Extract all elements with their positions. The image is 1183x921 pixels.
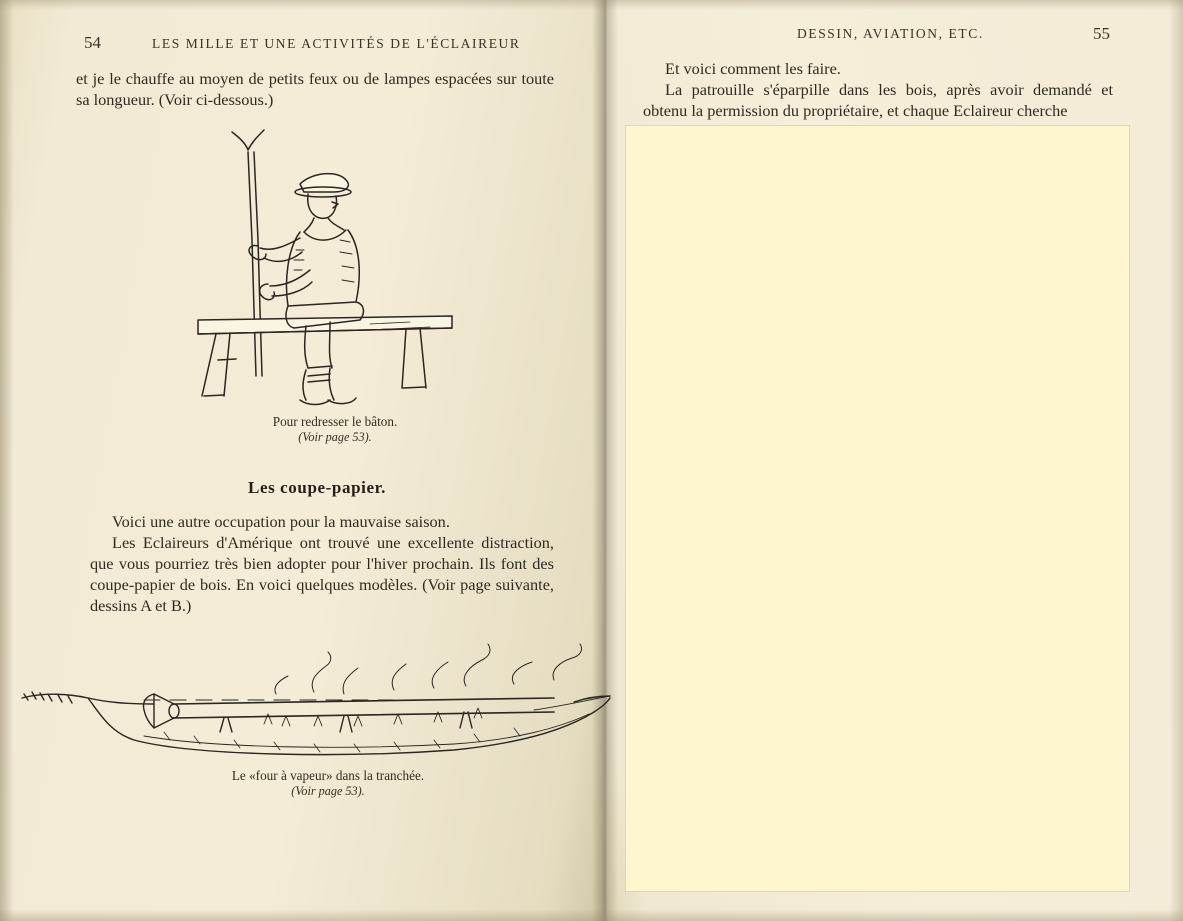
blank-content-panel <box>626 126 1129 891</box>
caption-reference: (Voir page 53). <box>291 783 365 798</box>
page-edge-shadow-bottom <box>0 909 1183 921</box>
figure-caption-1 <box>190 414 480 445</box>
caption-text: Pour redresser le bâton. <box>272 414 398 429</box>
page-edge-shadow-top <box>0 0 1183 10</box>
running-head-left: LES MILLE ET UNE ACTIVITÉS DE L'ÉCLAIREUR <box>152 36 521 51</box>
figure-steam-oven-trench <box>14 636 614 771</box>
page-number-right: 55 <box>1093 24 1110 43</box>
steam-oven-trench-illustration <box>14 636 614 766</box>
figure-scout-straightening-staff <box>180 120 480 415</box>
page-edge-shadow-left <box>0 0 14 921</box>
paragraph: Les Eclaireurs d'Amérique ont trouvé une excellente distraction, que vous pourriez très bien adopter pour l'hiver prochain. Ils font des coupe-papier de bois. En voici quelques modèles. (Voir page suivante, dessins A et B.) <box>90 533 554 615</box>
figure-caption-2 <box>178 768 478 799</box>
scout-straightening-staff-illustration <box>180 120 480 410</box>
caption-reference: (Voir page 53). <box>298 429 372 444</box>
paragraph: Et voici comment les faire. <box>665 59 841 78</box>
page-number-left: 54 <box>84 33 101 52</box>
paragraph: Voici une autre occupation pour la mauvaise saison. <box>112 512 450 531</box>
left-intro-paragraph <box>76 68 554 110</box>
running-head-right: DESSIN, AVIATION, ETC. <box>797 26 984 41</box>
book-gutter <box>592 0 618 921</box>
left-body-block <box>90 511 554 616</box>
section-title-coupe-papier: Les coupe-papier. <box>248 478 387 497</box>
paragraph: La patrouille s'éparpille dans les bois, après avoir demandé et obtenu la permission du propriétaire, et chaque Eclaireur cherche <box>643 80 1113 120</box>
right-body-block <box>643 58 1113 121</box>
caption-text: Le «four à vapeur» dans la tranchée. <box>231 768 425 783</box>
page-edge-shadow-right <box>1169 0 1183 921</box>
paragraph: et je le chauffe au moyen de petits feux ou de lampes espacées sur toute sa longueur. (Voir ci-dessous.) <box>76 69 554 109</box>
